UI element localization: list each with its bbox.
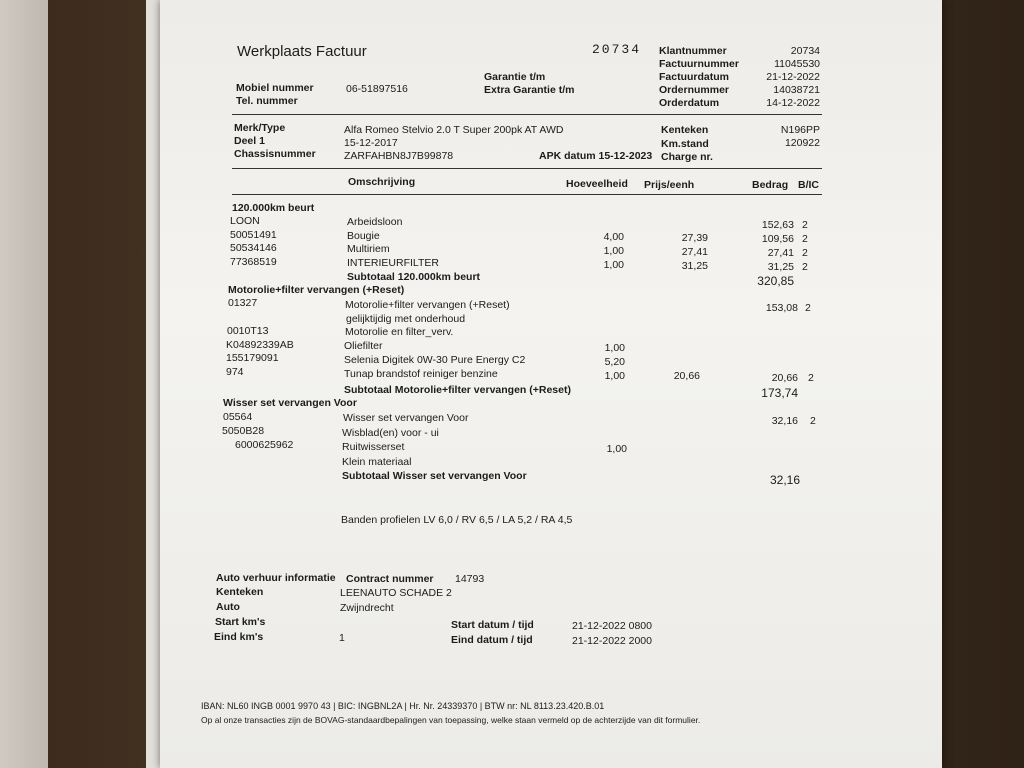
deel-value: 15-12-2017 xyxy=(344,137,398,149)
subtotal-value: 32,16 xyxy=(769,473,800,487)
meta-value: 14-12-2022 xyxy=(766,97,820,109)
item-desc: Tunap brandstof reiniger benzine xyxy=(344,368,498,380)
divider xyxy=(232,194,822,195)
subtotal-label: Subtotaal 120.000km beurt xyxy=(347,271,481,283)
item-code: 974 xyxy=(226,366,244,378)
footer-terms: Op al onze transacties zijn de BOVAG-standaardbepalingen van toepassing, welke staan vermeld op de achterzijde van dit formulier. xyxy=(201,715,701,725)
item-amount: 32,16 xyxy=(771,415,798,427)
header-bedrag: Bedrag xyxy=(752,179,789,191)
item-qty: 1,00 xyxy=(604,370,625,382)
section-title: 120.000km beurt xyxy=(232,202,315,214)
item-desc: Oliefilter xyxy=(344,340,383,352)
item-desc: Selenia Digitek 0W-30 Pure Energy C2 xyxy=(344,354,526,366)
invoice-sheet xyxy=(160,0,942,768)
item-bic: 2 xyxy=(802,247,808,259)
item-qty: 1,00 xyxy=(603,245,624,257)
rental-info-label: Auto verhuur informatie xyxy=(216,572,336,584)
item-code: 6000625962 xyxy=(235,439,294,451)
item-qty: 1,00 xyxy=(604,342,625,354)
invoice-number-display: 20734 xyxy=(592,42,642,57)
item-desc: Klein materiaal xyxy=(342,456,412,468)
item-desc: Multiriem xyxy=(347,243,390,255)
merk-value: Alfa Romeo Stelvio 2.0 T Super 200pk AT AWD xyxy=(344,124,564,136)
charge-label: Charge nr. xyxy=(661,151,713,163)
item-price: 20,66 xyxy=(673,370,700,382)
subtotal-value: 320,85 xyxy=(757,274,794,288)
item-desc: Arbeidsloon xyxy=(347,216,403,228)
item-desc: Motorolie+filter vervangen (+Reset) xyxy=(345,299,510,311)
meta-label: Klantnummer xyxy=(659,45,727,57)
merk-label: Merk/Type xyxy=(234,122,286,134)
section-title: Wisser set vervangen Voor xyxy=(223,397,357,409)
start-datum-value: 21-12-2022 0800 xyxy=(572,620,652,632)
meta-value: 14038721 xyxy=(773,84,820,96)
header-omschrijving: Omschrijving xyxy=(348,176,416,188)
item-bic: 2 xyxy=(802,261,808,273)
divider xyxy=(232,168,822,169)
section-title: Motorolie+filter vervangen (+Reset) xyxy=(228,284,405,296)
item-code: K04892339AB xyxy=(226,339,294,351)
item-bic: 2 xyxy=(805,302,811,314)
divider xyxy=(232,114,822,115)
header-hoeveelheid: Hoeveelheid xyxy=(566,178,628,190)
eind-datum-label: Eind datum / tijd xyxy=(451,634,533,646)
item-amount: 20,66 xyxy=(771,372,798,384)
meta-label: Factuurnummer xyxy=(659,58,739,70)
meta-value: 11045530 xyxy=(774,58,820,70)
kmstand-value: 120922 xyxy=(784,137,820,149)
item-code: 50051491 xyxy=(230,229,277,241)
contract-label: Contract nummer xyxy=(346,573,434,585)
rental-kenteken-label: Kenteken xyxy=(216,586,264,598)
item-bic: 2 xyxy=(808,372,814,384)
kenteken-label: Kenteken xyxy=(661,124,709,136)
item-code: 01327 xyxy=(228,297,258,309)
item-code: 155179091 xyxy=(226,352,279,364)
item-desc: Wisser set vervangen Voor xyxy=(343,412,469,424)
eind-datum-value: 21-12-2022 2000 xyxy=(572,635,652,647)
item-desc: Ruitwisserset xyxy=(342,441,405,453)
item-code: LOON xyxy=(230,215,260,227)
item-amount: 31,25 xyxy=(767,261,794,273)
meta-label: Factuurdatum xyxy=(659,71,730,83)
item-qty: 5,20 xyxy=(604,356,625,368)
item-qty: 1,00 xyxy=(603,259,624,271)
meta-label: Ordernummer xyxy=(659,84,730,96)
deel-label: Deel 1 xyxy=(234,135,265,147)
subtotal-value: 173,74 xyxy=(761,386,798,400)
kmstand-label: Km.stand xyxy=(661,138,709,150)
mobile-label: Mobiel nummer xyxy=(236,82,314,94)
header-bic: B/IC xyxy=(798,179,819,191)
mobile-value: 06-51897516 xyxy=(346,83,408,95)
item-bic: 2 xyxy=(802,233,808,245)
item-code: 05564 xyxy=(223,411,253,423)
item-amount: 109,56 xyxy=(761,233,794,245)
garantie-label: Garantie t/m xyxy=(484,71,546,83)
meta-value: 20734 xyxy=(790,45,820,57)
footer-bank-details: IBAN: NL60 INGB 0001 9970 43 | BIC: INGBNL2A | Hr. Nr. 24339370 | BTW nr: NL 8113.23.420.B.01 xyxy=(201,701,605,711)
meta-value: 21-12-2022 xyxy=(766,71,820,83)
item-desc: Wisblad(en) voor - ui xyxy=(342,427,439,439)
item-price: 31,25 xyxy=(681,260,708,272)
invoice-title: Werkplaats Factuur xyxy=(237,43,367,60)
item-amount: 152,63 xyxy=(761,219,794,231)
item-desc: Bougie xyxy=(347,230,380,242)
rental-auto-label: Auto xyxy=(216,601,240,613)
start-km-label: Start km's xyxy=(215,616,266,628)
extra-garantie-label: Extra Garantie t/m xyxy=(484,84,575,96)
item-code: 5050B28 xyxy=(222,425,265,437)
chassis-value: ZARFAHBN8J7B99878 xyxy=(344,150,454,162)
tel-label: Tel. nummer xyxy=(236,95,298,107)
chassis-label: Chassisnummer xyxy=(234,148,316,160)
item-price: 27,39 xyxy=(681,232,708,244)
subtotal-label: Subtotaal Motorolie+filter vervangen (+Reset) xyxy=(344,384,571,396)
item-bic: 2 xyxy=(810,415,816,427)
apk-date: APK datum 15-12-2023 xyxy=(539,150,653,162)
item-qty: 1,00 xyxy=(606,443,627,455)
item-desc: Motorolie en filter_verv. xyxy=(345,326,454,338)
start-datum-label: Start datum / tijd xyxy=(451,619,534,631)
rental-auto-value: Zwijndrecht xyxy=(340,602,394,614)
tire-profile-note: Banden profielen LV 6,0 / RV 6,5 / LA 5,2 / RA 4,5 xyxy=(341,514,573,526)
item-qty: 4,00 xyxy=(603,231,624,243)
meta-label: Orderdatum xyxy=(659,97,720,109)
item-code: 50534146 xyxy=(230,242,277,254)
subtotal-label: Subtotaal Wisser set vervangen Voor xyxy=(342,470,527,482)
item-desc: INTERIEURFILTER xyxy=(347,257,439,269)
item-code: 77368519 xyxy=(230,256,277,268)
item-bic: 2 xyxy=(802,219,808,231)
item-desc: gelijktijdig met onderhoud xyxy=(346,313,466,325)
item-amount: 153,08 xyxy=(765,302,798,314)
eind-km-label: Eind km's xyxy=(214,631,264,643)
item-amount: 27,41 xyxy=(767,247,794,259)
eind-km-value: 1 xyxy=(339,632,345,644)
rental-kenteken-value: LEENAUTO SCHADE 2 xyxy=(340,587,452,599)
background-sheet-left xyxy=(0,0,48,768)
header-prijs: Prijs/eenh xyxy=(644,179,695,191)
kenteken-value: N196PP xyxy=(780,124,820,136)
item-price: 27,41 xyxy=(681,246,708,258)
contract-value: 14793 xyxy=(455,573,485,585)
item-code: 0010T13 xyxy=(227,325,269,337)
